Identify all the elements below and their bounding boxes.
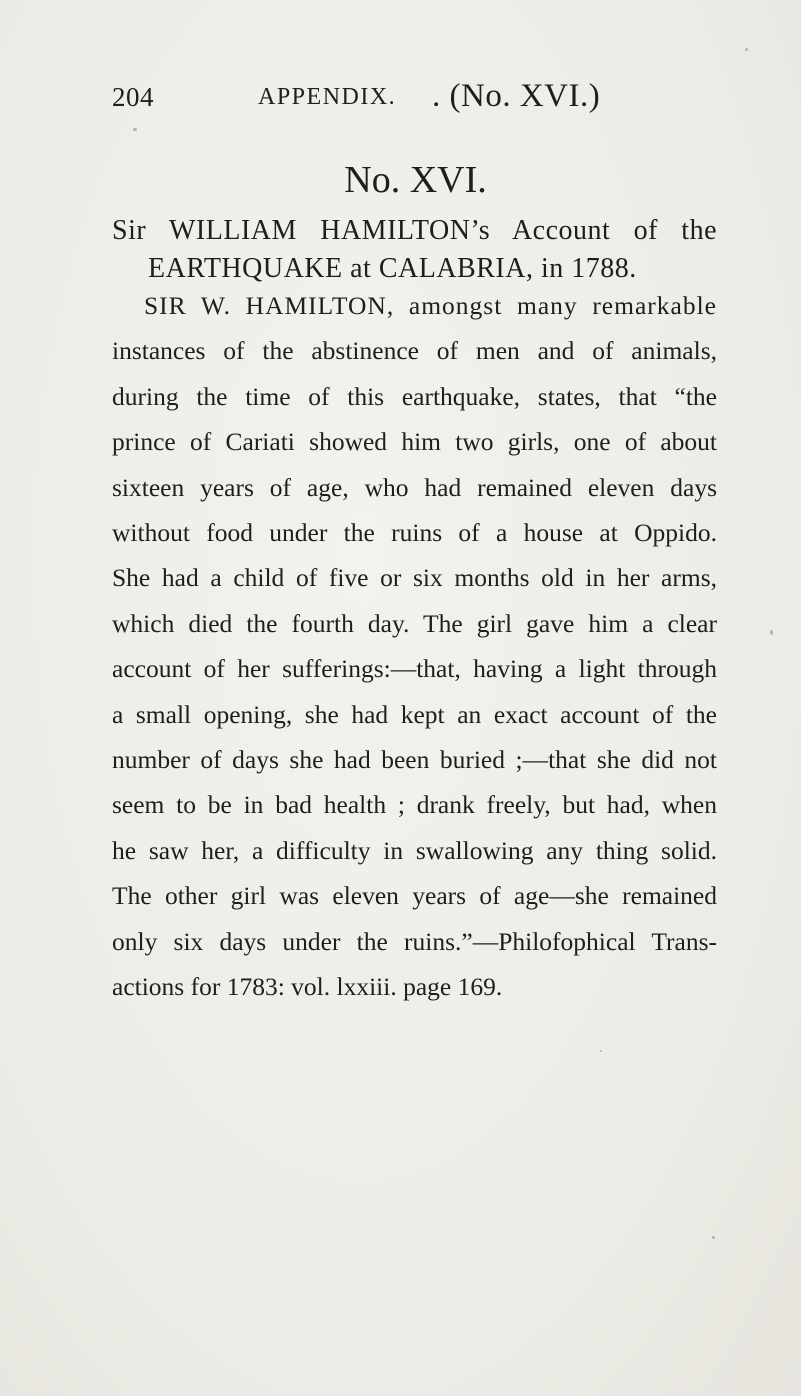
paper-speck	[133, 128, 137, 131]
body-paragraph	[112, 283, 717, 1010]
body-line: he saw her, a difficulty in swallowing any thing solid.	[112, 835, 717, 865]
paper-speck	[712, 1236, 715, 1239]
body-line: She had a child of five or six months old in her arms,	[112, 563, 717, 593]
paper-speck	[745, 48, 748, 51]
body-line: without food under the ruins of a house at Oppido.	[112, 518, 717, 548]
body-line: The other girl was eleven years of age—she remained	[112, 881, 717, 911]
body-line: number of days she had been buried ;—that she did not	[112, 745, 717, 775]
section-title	[112, 212, 717, 288]
body-line: seem to be in bad health ; drank freely, but had, when	[112, 790, 717, 820]
appendix-number: . (No. XVI.)	[432, 78, 601, 114]
body-line: only six days under the ruins.”—Philofophical Trans-	[112, 926, 717, 956]
body-line: during the time of this earthquake, states, that “the	[112, 381, 717, 411]
title-line-1: Sir WILLIAM HAMILTON’s Account of the	[112, 215, 717, 246]
running-head	[112, 78, 752, 118]
body-line: account of her sufferings:—that, having a light through	[112, 654, 717, 684]
body-line: instances of the abstinence of men and of animals,	[112, 336, 717, 366]
body-line: SIR W. HAMILTON, amongst many remarkable	[144, 291, 717, 320]
section-heading: No. XVI.	[344, 159, 487, 201]
paper-speck	[600, 1050, 602, 1052]
paper-speck	[770, 630, 773, 635]
title-line-2: EARTHQUAKE at CALABRIA, in 1788.	[148, 253, 637, 284]
body-line: prince of Cariati showed him two girls, one of about	[112, 427, 717, 457]
appendix-label: APPENDIX.	[258, 84, 397, 110]
body-line: a small opening, she had kept an exact account of the	[112, 699, 717, 729]
body-line: which died the fourth day. The girl gave him a clear	[112, 608, 717, 638]
body-line: actions for 1783: vol. lxxiii. page 169.	[112, 972, 503, 1002]
body-line: sixteen years of age, who had remained eleven days	[112, 472, 717, 502]
page-number: 204	[112, 82, 154, 112]
